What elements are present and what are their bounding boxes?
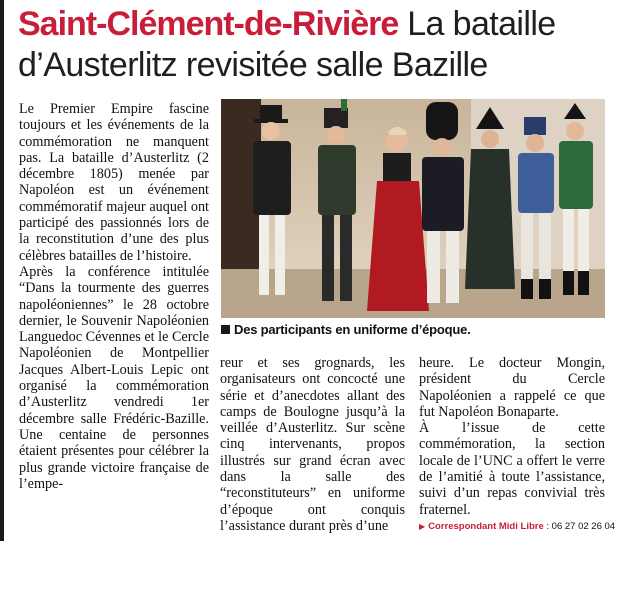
- paragraph: reur et ses grognards, les organisateurs ont concocté une série et d’anecdotes allant des camps de Boulogne jusqu’à la veillée d’Austerlitz. Sur scène cinq intervenants, propos illustrés sur grand écran avec dans la salle des “reconstituteurs” en uniforme d’époque ont conquis l’assistance durant près d’une: [220, 355, 405, 534]
- paragraph: À l’issue de cette commémoration, la section locale de l’UNC a offert le verre de l’amitié à toute l’assistance, suivi d’un repas convivial très fraternel.: [419, 420, 605, 518]
- author-credit: [419, 521, 616, 533]
- credit-phone: : 06 27 02 26 04: [543, 521, 616, 532]
- photo-caption: [221, 322, 605, 338]
- paragraph: Le Premier Empire fascine toujours et les événements de la commémoration ne manquent pas. La bataille d’Austerlitz (2 décembre 1805) menée par Napoléon est un événement commémoratif majeur auquel ont participé des passionnés lors de la reconstitution d’une des plus célèbres batailles de l’histoire.: [19, 101, 209, 264]
- page-edge-bar: [0, 0, 4, 541]
- paragraph: Après la conférence intitulée “Dans la tourmente des guerres napoléoniennes” le 28 octobre dernier, le Souvenir Napoléonien Languedoc Cévennes et le Cercle Napoléonien de Montpellier Jacques Albert-Louis Lepic ont organisé la commémoration d’Austerlitz vendredi 1er décembre salle Frédéric-Bazille. Une centaine de personnes étaient présentes pour célébrer la plus grande victoire française de l’empe-: [19, 263, 209, 492]
- article-column-3: [419, 355, 605, 518]
- credit-author: Correspondant Midi Libre: [428, 521, 544, 532]
- caption-square-icon: [221, 325, 230, 334]
- paragraph: heure. Le docteur Mongin, président du Cercle Napoléonien a rappelé ce que fut Napoléon Bonaparte.: [419, 355, 605, 420]
- caption-text: Des participants en uniforme d’époque.: [234, 322, 471, 337]
- article-headline: [18, 4, 618, 86]
- headline-title-line1: La bataille: [407, 5, 556, 43]
- reenactors-photo: [221, 99, 605, 318]
- triangle-icon: ▶: [419, 522, 426, 531]
- article-photo: [221, 99, 605, 318]
- article-column-2: [220, 355, 405, 534]
- headline-place: Saint-Clément-de-Rivière: [18, 5, 399, 43]
- article-column-1: [19, 101, 209, 492]
- headline-title-line2: d’Austerlitz revisitée salle Bazille: [18, 46, 488, 84]
